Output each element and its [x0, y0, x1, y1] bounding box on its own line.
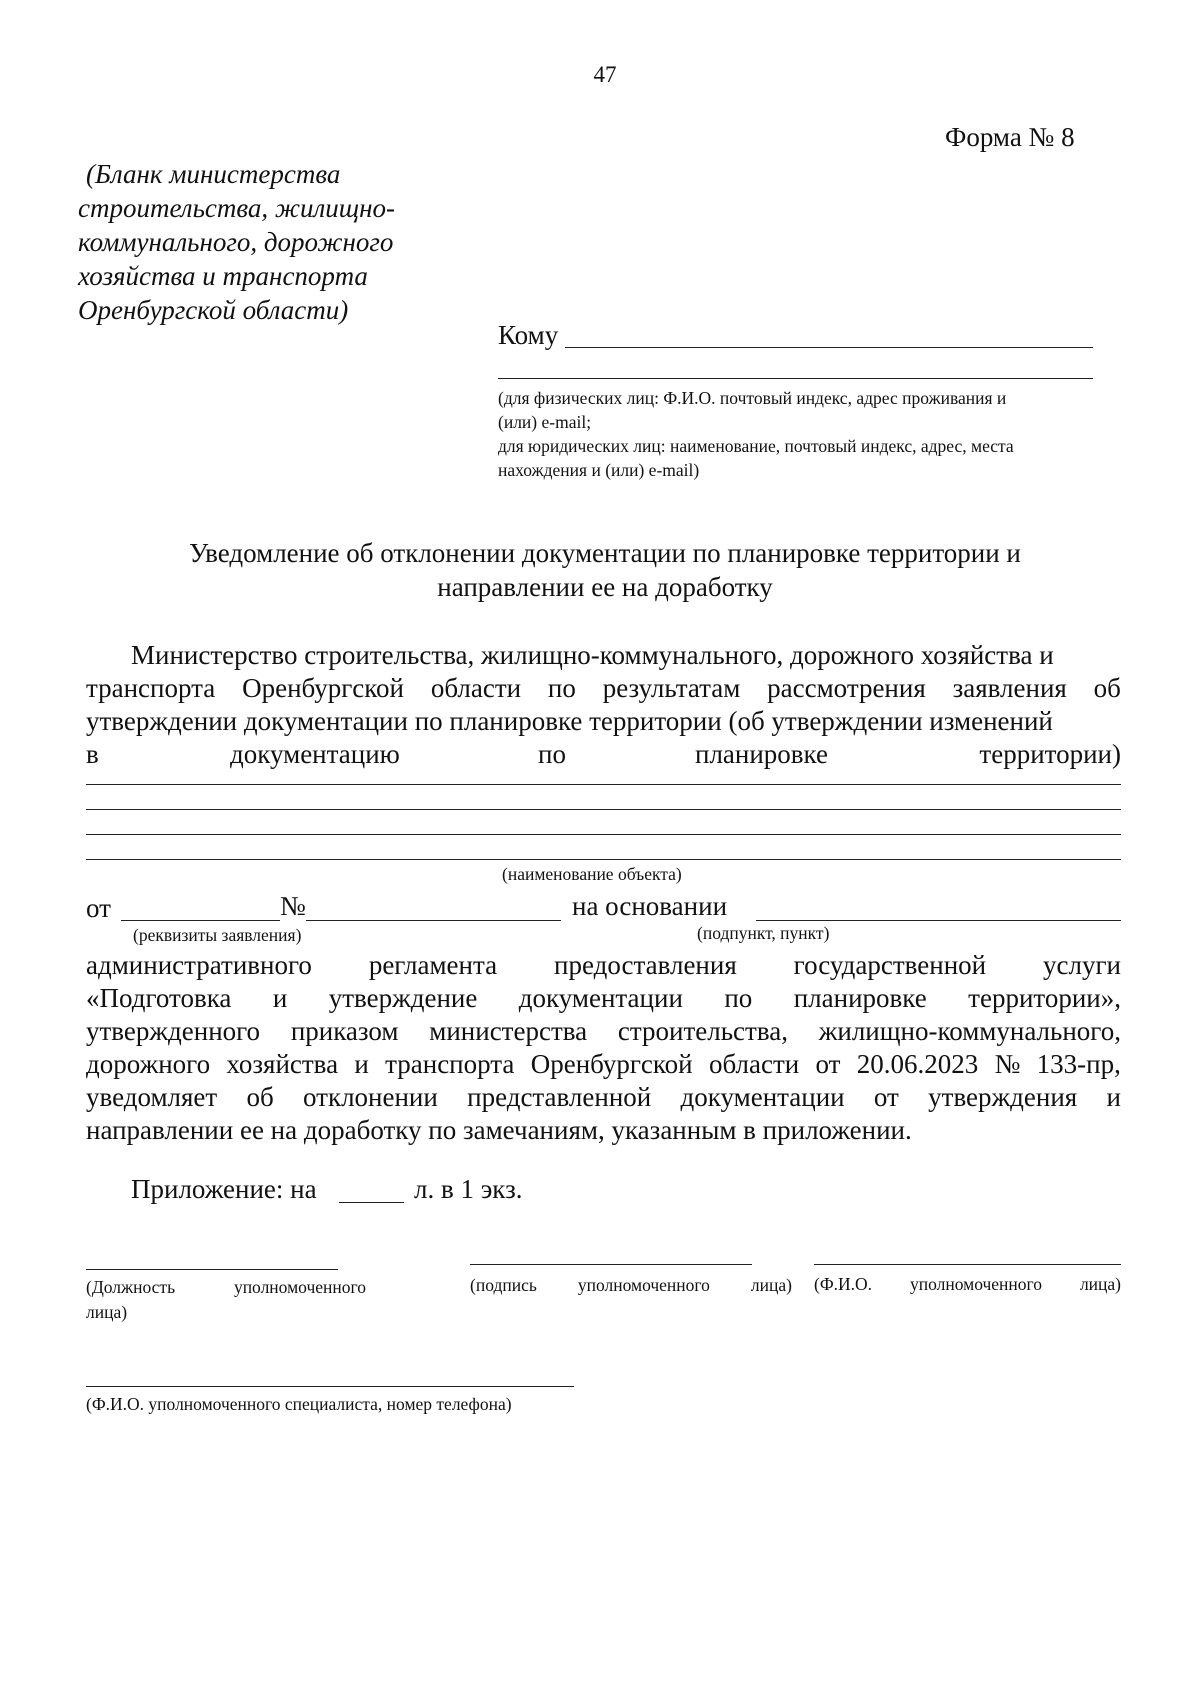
object-name-line-3[interactable]: [86, 834, 1121, 835]
main-line-5: уведомляет об отклонении представленной документации от утверждения и: [86, 1082, 1121, 1112]
specialist-caption: (Ф.И.О. уполномоченного специалиста, номер телефона): [86, 1394, 512, 1414]
attachment-pages-line[interactable]: [339, 1202, 404, 1203]
intro-line-2: транспорта Оренбургской области по результатам рассмотрения заявления об: [86, 673, 1121, 703]
signature-line[interactable]: [470, 1264, 752, 1265]
clause-line[interactable]: [756, 920, 1121, 921]
document-title: [0, 536, 1200, 604]
object-name-line-2[interactable]: [86, 809, 1121, 810]
attachment-suffix: л. в 1 экз.: [414, 1174, 523, 1204]
name-caption: (Ф.И.О. уполномоченного лица): [814, 1274, 1121, 1294]
letterhead-line: хозяйства и транспорта: [78, 261, 368, 291]
basis-label: на основании: [572, 891, 728, 921]
signature-caption: (подпись уполномоченного лица): [470, 1275, 792, 1295]
object-name-line-4[interactable]: [86, 859, 1121, 860]
intro-line-4: в документацию по планировке территории): [86, 739, 1121, 769]
main-line-3: утвержденного приказом министерства строительства, жилищно-коммунального,: [86, 1016, 1121, 1046]
number-sign: №: [280, 891, 306, 921]
recipient-field-line-2[interactable]: [498, 378, 1093, 379]
object-name-caption: (наименование объекта): [502, 864, 682, 884]
from-label: от: [86, 893, 111, 923]
recipient-caption: [498, 386, 1014, 482]
specialist-line[interactable]: [86, 1386, 574, 1387]
intro-line-3: утверждении документации по планировке территории (об утверждении изменений: [86, 706, 1053, 736]
main-line-1: административного регламента предоставления государственной услуги: [86, 950, 1121, 980]
recipient-caption-line: (или) e-mail;: [498, 412, 592, 432]
recipient-caption-line: для юридических лиц: наименование, почтовый индекс, адрес, места: [498, 436, 1014, 456]
letterhead-line: (Бланк министерства: [86, 159, 341, 189]
recipient-caption-line: нахождения и (или) e-mail): [498, 460, 700, 480]
letterhead-line: Оренбургской области): [78, 295, 349, 325]
position-caption-tail: лица): [86, 1302, 128, 1322]
name-signature-line[interactable]: [814, 1264, 1121, 1265]
letterhead-line: строительства, жилищно-: [78, 193, 396, 223]
page-number: 47: [593, 62, 617, 87]
application-date-line[interactable]: [121, 920, 280, 921]
letterhead-line: коммунального, дорожного: [78, 227, 394, 257]
object-name-line-1[interactable]: [86, 784, 1121, 785]
recipient-field-line[interactable]: [565, 347, 1093, 348]
recipient-caption-line: (для физических лиц: Ф.И.О. почтовый индекс, адрес проживания и: [498, 388, 1007, 408]
position-signature-line[interactable]: [86, 1269, 338, 1270]
recipient-label: Кому: [498, 320, 559, 350]
intro-line-1: Министерство строительства, жилищно-коммунального, дорожного хозяйства и: [131, 640, 1054, 670]
attachment-prefix: Приложение: на: [131, 1174, 317, 1204]
application-caption: (реквизиты заявления): [133, 925, 302, 945]
position-caption: (Должность уполномоченного: [86, 1277, 366, 1297]
application-number-line[interactable]: [306, 920, 561, 921]
ministry-letterhead-placeholder: [78, 157, 396, 327]
clause-caption: (подпункт, пункт): [697, 923, 830, 943]
title-line: Уведомление об отклонении документации по планировке территории и: [189, 538, 1021, 568]
main-line-6: направлении ее на доработку по замечаниям, указанным в приложении.: [86, 1115, 912, 1145]
title-line: направлении ее на доработку: [437, 572, 773, 602]
form-number: Форма № 8: [945, 122, 1075, 152]
main-line-2: «Подготовка и утверждение документации по планировке территории»,: [86, 983, 1121, 1013]
main-line-4: дорожного хозяйства и транспорта Оренбургской области от 20.06.2023 № 133-пр,: [86, 1049, 1121, 1079]
